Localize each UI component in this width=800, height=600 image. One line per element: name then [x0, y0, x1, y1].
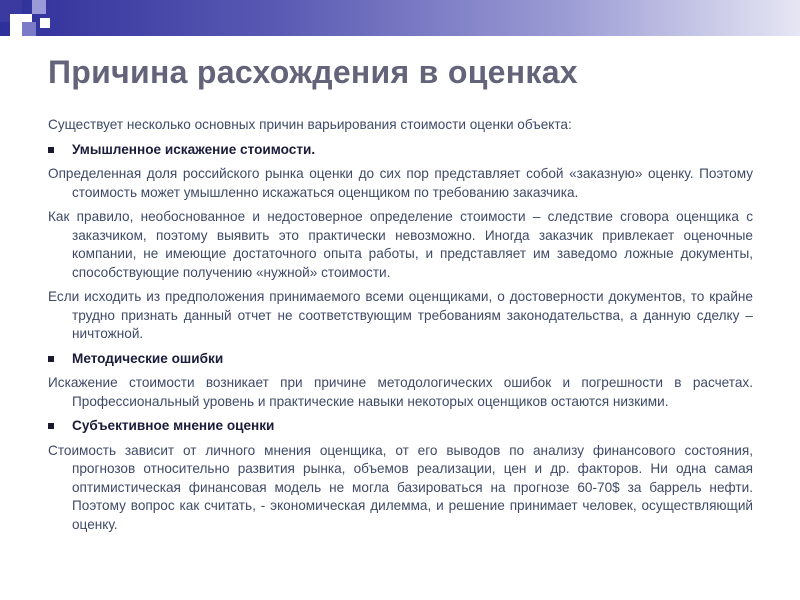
- slide-title: Причина расхождения в оценках: [48, 54, 578, 90]
- paragraph-4: Искажение стоимости возникает при причине методологических ошибок и погрешности в расчетах. Профессиональный уровень и практические навыки некоторых оценщиков остаются низкими.: [48, 375, 753, 409]
- decor-square-3: [32, 0, 46, 14]
- bullet-label: Методические ошибки: [72, 350, 224, 366]
- bullet-label: Субъективное мнение оценки: [72, 418, 275, 433]
- paragraph-3: Если исходить из предположения принимаемого всеми оценщиками, о достоверности документов, то крайне трудно признать данный отчет не соответствующим требованиям законодательства, а данную сделку – ничтожной.: [48, 289, 753, 341]
- paragraph-5: Стоимость зависит от личного мнения оценщика, от его выводов по анализу финансового состояния, прогнозов относительно развития рынка, объемов реализации, цен и др. факторов. Ни одна самая оптимистическая финансовая модель не могла базироваться на прогнозе 60-70$ за баррель нефти. Поэтому вопрос как считать, - экономическая дилемма, и решение принимает человек, осуществляющий оценку.: [48, 442, 753, 532]
- bullet-item-1: [48, 141, 753, 160]
- decor-square-4: [22, 22, 36, 36]
- square-bullet-icon: [48, 356, 54, 362]
- header-gradient-bar: [0, 0, 800, 36]
- bullet-item-2: [48, 350, 753, 369]
- bullet-label: Умышленное искажение стоимости.: [72, 141, 316, 157]
- decor-square-5: [40, 18, 50, 28]
- intro-text: Существует несколько основных причин варьирования стоимости оценки объекта:: [48, 117, 572, 132]
- square-bullet-icon: [48, 423, 54, 429]
- paragraph-2: Как правило, необоснованное и недостоверное определение стоимости – следствие сговора оценщика с заказчиком, поэтому выявить это практически невозможно. Иногда заказчик привлекает оценочные компании, не имеющие достаточного опыта работы, и представляет им заведомо ложные документы, способствующие получению «нужной» стоимости.: [48, 209, 753, 280]
- slide-body: [48, 116, 753, 540]
- paragraph-1: Определенная доля российского рынка оценки до сих пор представляет собой «заказную» оценку. Поэтому стоимость может умышленно искажаться оценщиком по требованию заказчика.: [48, 166, 753, 200]
- bullet-item-3: [48, 417, 753, 436]
- square-bullet-icon: [48, 147, 54, 153]
